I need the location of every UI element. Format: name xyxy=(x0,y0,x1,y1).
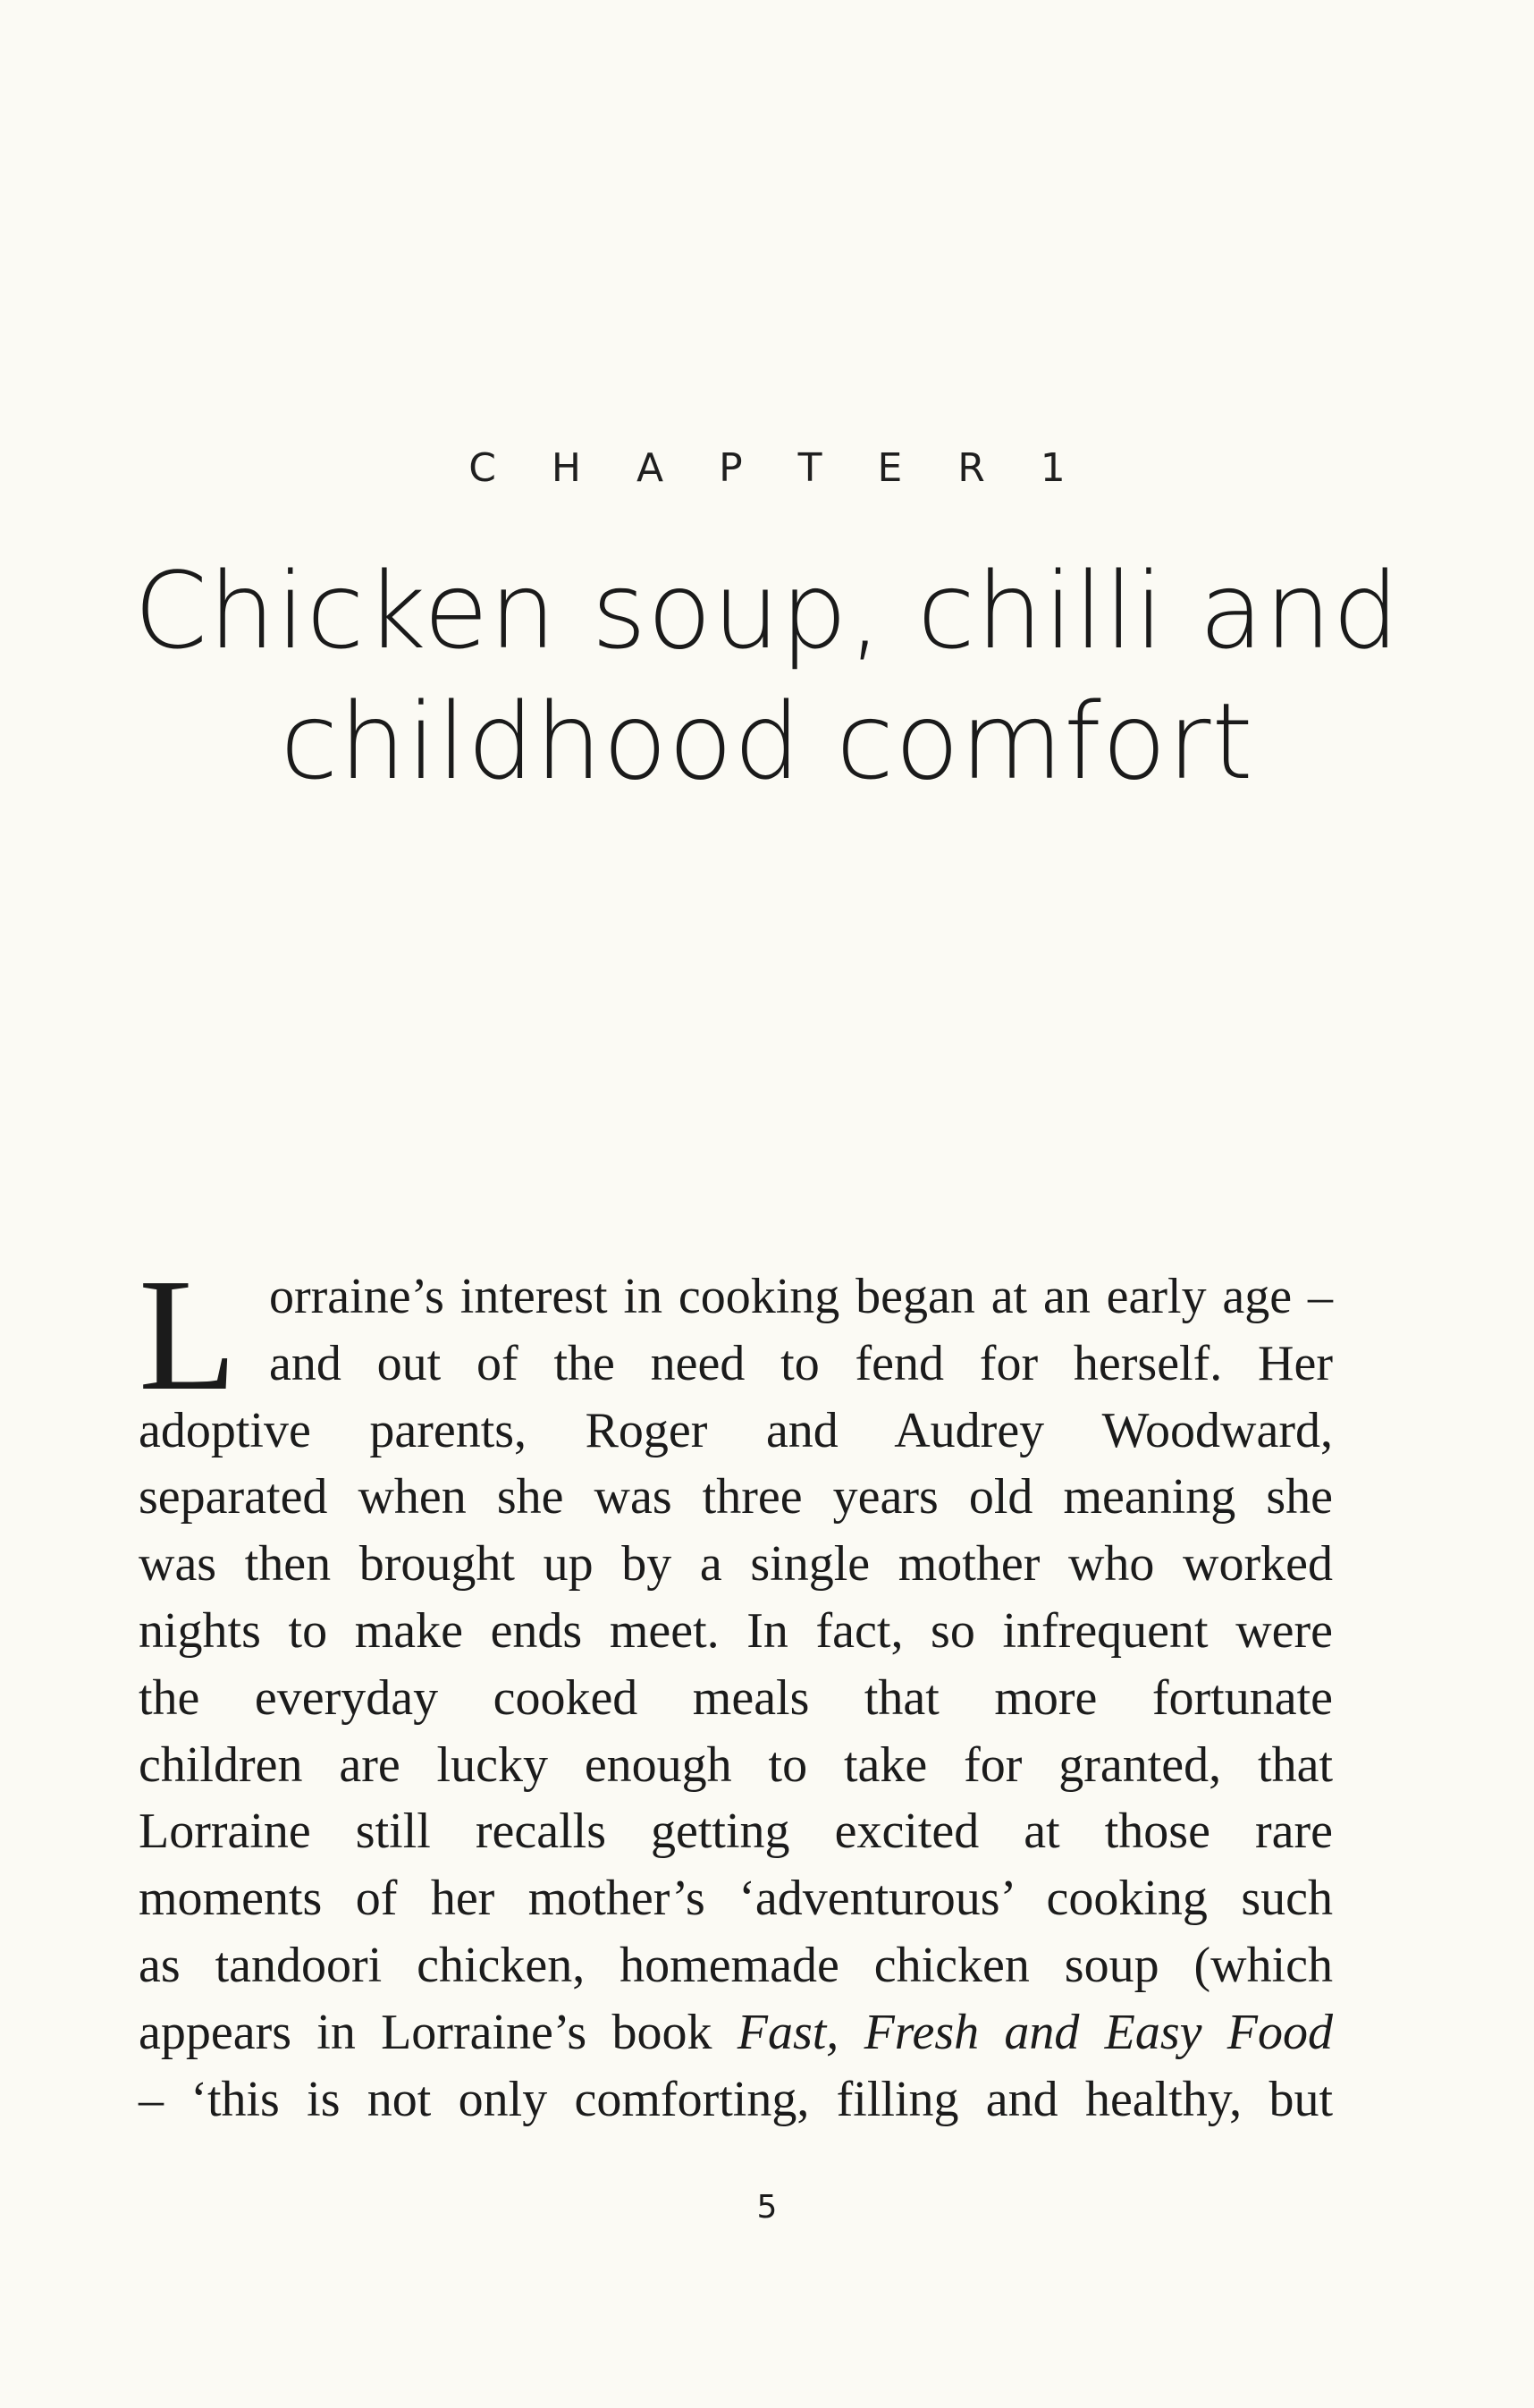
text-line: moments of her mother’s ‘adventurous’ cooking such xyxy=(139,1871,1333,1927)
text-line: children are lucky enough to take for granted, that xyxy=(139,1736,1333,1793)
text-line: was then brought up by a single mother who worked xyxy=(139,1536,1333,1593)
chapter-title-line: childhood comfort xyxy=(280,680,1254,803)
text-line: nights to make ends meet. In fact, so infrequent were xyxy=(139,1602,1333,1659)
text-line: the everyday cooked meals that more fortunate xyxy=(139,1669,1333,1726)
chapter-title-line: Chicken soup, chilli and xyxy=(133,549,1401,672)
text-line: orraine’s interest in cooking began at an early age – xyxy=(269,1269,1333,1324)
text-line: – ‘this is not only comforting, filling and healthy, but xyxy=(139,2071,1333,2127)
chapter-label: C H A P T E R 1 xyxy=(468,445,1087,491)
text-line: and out of the need to fend for herself. Her xyxy=(269,1335,1333,1391)
text-fragment: appears in Lorraine’s book xyxy=(139,2004,738,2060)
text-line-with-book-title xyxy=(139,1999,1333,2066)
body-paragraph xyxy=(139,1246,1333,2133)
text-line: adoptive parents, Roger and Audrey Woodward, xyxy=(139,1402,1333,1458)
chapter-title xyxy=(89,545,1445,807)
text-line: separated when she was three years old meaning she xyxy=(139,1469,1333,1525)
text-line: Lorraine still recalls getting excited at those rare xyxy=(139,1804,1333,1860)
page-number: 5 xyxy=(756,2189,778,2226)
drop-cap: L xyxy=(139,1246,237,1424)
book-title: Fast, Fresh and Easy Food xyxy=(737,2004,1333,2060)
text-line: as tandoori chicken, homemade chicken soup (which xyxy=(139,1937,1333,1993)
